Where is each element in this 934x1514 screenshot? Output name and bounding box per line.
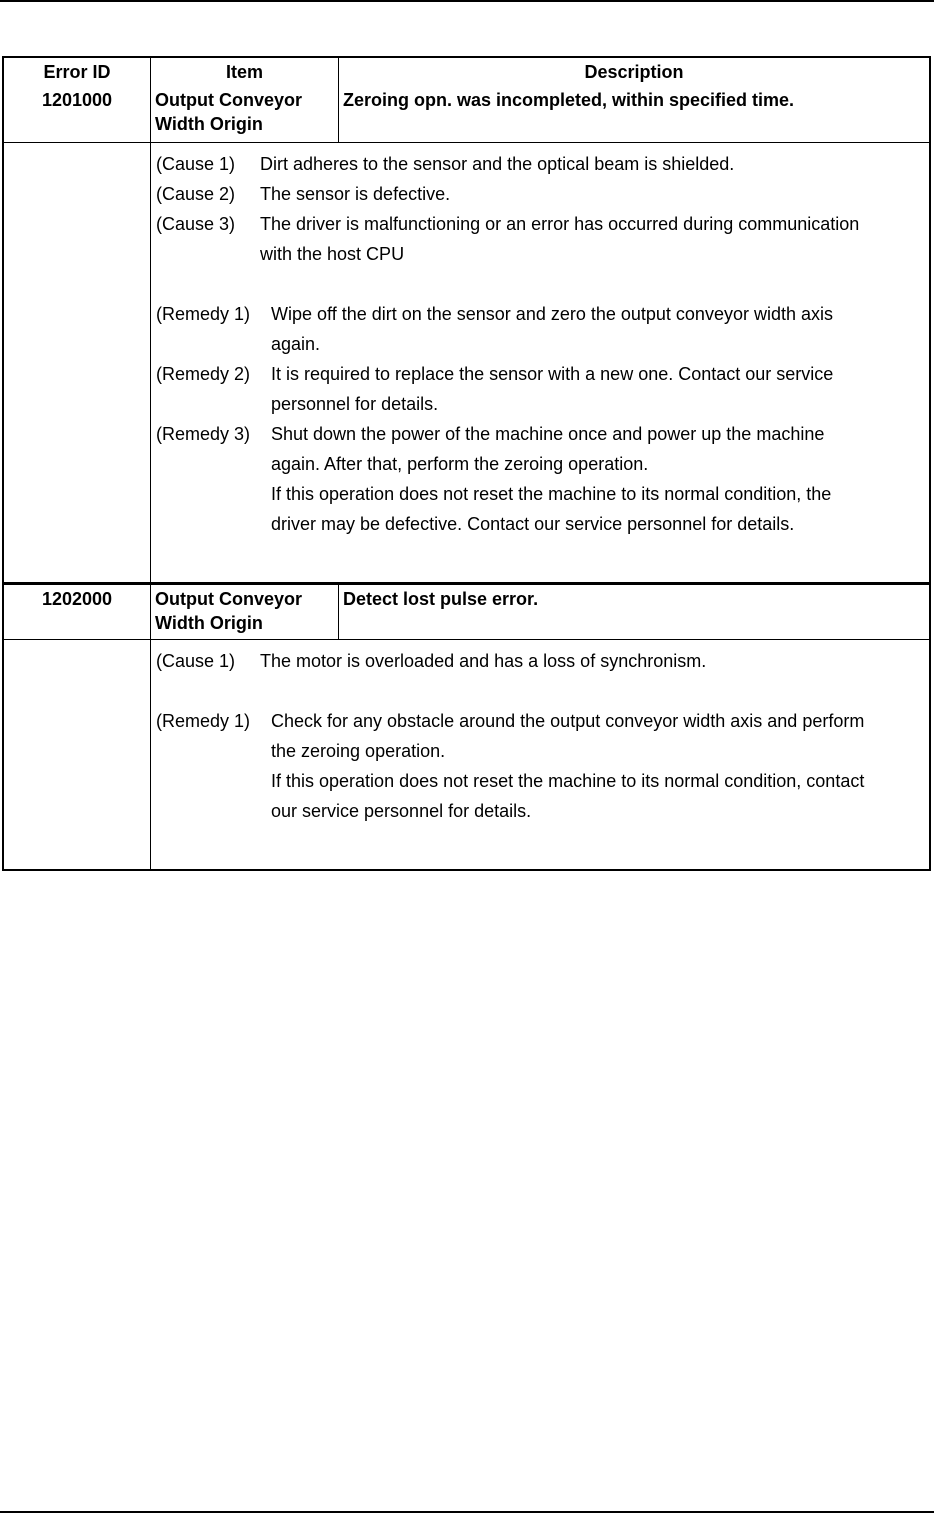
remedy-line <box>156 299 929 329</box>
cause-line <box>156 239 929 269</box>
cause-text: The motor is overloaded and has a loss of synchronism. <box>260 651 707 671</box>
error-row <box>4 582 929 639</box>
header-description: Description <box>338 58 929 86</box>
error-id: 1201000 <box>41 90 113 110</box>
cause-line <box>156 149 929 179</box>
top-rule <box>0 0 934 2</box>
cause-line <box>156 179 929 209</box>
remedy-label: (Remedy 1) <box>156 711 251 731</box>
cause-text: with the host CPU <box>260 244 405 264</box>
remedy-line <box>156 479 929 509</box>
error-description: Detect lost pulse error. <box>338 585 929 639</box>
error-item <box>150 86 338 142</box>
error-detail-row <box>4 142 929 582</box>
remedy-text: It is required to replace the sensor with a new one. Contact our service <box>271 364 834 384</box>
remedy-line <box>156 736 929 766</box>
cause-label: (Cause 1) <box>156 154 236 174</box>
remedy-line <box>156 389 929 419</box>
header-error-id: Error ID <box>43 62 111 82</box>
error-row <box>4 86 929 142</box>
remedy-text: Wipe off the dirt on the sensor and zero the output conveyor width axis <box>271 304 833 324</box>
cause-remedy-cell <box>150 640 929 869</box>
remedy-label <box>156 389 271 419</box>
cause-text: The sensor is defective. <box>260 184 451 204</box>
remedy-text: If this operation does not reset the machine to its normal condition, the <box>271 484 832 504</box>
remedy-label: (Remedy 3) <box>156 424 251 444</box>
remedy-text: again. After that, perform the zeroing operation. <box>271 454 649 474</box>
remedy-label: (Remedy 2) <box>156 364 251 384</box>
remedy-text: the zeroing operation. <box>271 741 446 761</box>
cause-label <box>156 239 260 269</box>
remedy-line <box>156 329 929 359</box>
cause-label: (Cause 1) <box>156 651 236 671</box>
remedy-text: If this operation does not reset the machine to its normal condition, contact <box>271 771 865 791</box>
remedy-text: our service personnel for details. <box>271 801 532 821</box>
remedy-line <box>156 449 929 479</box>
remedy-text: personnel for details. <box>271 394 439 414</box>
header-row <box>4 58 929 86</box>
item-line: Output Conveyor <box>155 589 302 609</box>
remedy-label: (Remedy 1) <box>156 304 251 324</box>
remedy-text: driver may be defective. Contact our service personnel for details. <box>271 514 795 534</box>
remedy-line <box>156 509 929 539</box>
remedy-line <box>156 706 929 736</box>
remedy-label <box>156 449 271 479</box>
error-detail-row <box>4 639 929 869</box>
item-line: Width Origin <box>155 613 263 633</box>
cause-text: The driver is malfunctioning or an error has occurred during communication <box>260 214 860 234</box>
empty-cell <box>4 143 150 582</box>
cause-line <box>156 646 929 676</box>
cause-label: (Cause 3) <box>156 214 236 234</box>
remedy-text: Check for any obstacle around the output conveyor width axis and perform <box>271 711 865 731</box>
error-table <box>2 56 931 871</box>
bottom-rule <box>0 1511 934 1513</box>
remedy-line <box>156 419 929 449</box>
remedy-line <box>156 359 929 389</box>
remedy-text: Shut down the power of the machine once and power up the machine <box>271 424 825 444</box>
remedy-label <box>156 766 271 796</box>
cause-line <box>156 209 929 239</box>
error-item <box>150 585 338 639</box>
remedy-label <box>156 329 271 359</box>
error-id: 1202000 <box>41 589 113 609</box>
remedy-label <box>156 736 271 766</box>
remedy-text: again. <box>271 334 321 354</box>
cause-label: (Cause 2) <box>156 184 236 204</box>
remedy-label <box>156 509 271 539</box>
cause-remedy-cell <box>150 143 929 582</box>
empty-cell <box>4 640 150 869</box>
remedy-label <box>156 796 271 826</box>
remedy-line <box>156 796 929 826</box>
header-item: Item <box>150 58 338 86</box>
item-line: Output Conveyor <box>155 90 302 110</box>
remedy-line <box>156 766 929 796</box>
error-description: Zeroing opn. was incompleted, within specified time. <box>338 86 929 142</box>
remedy-label <box>156 479 271 509</box>
item-line: Width Origin <box>155 114 263 134</box>
cause-text: Dirt adheres to the sensor and the optical beam is shielded. <box>260 154 735 174</box>
